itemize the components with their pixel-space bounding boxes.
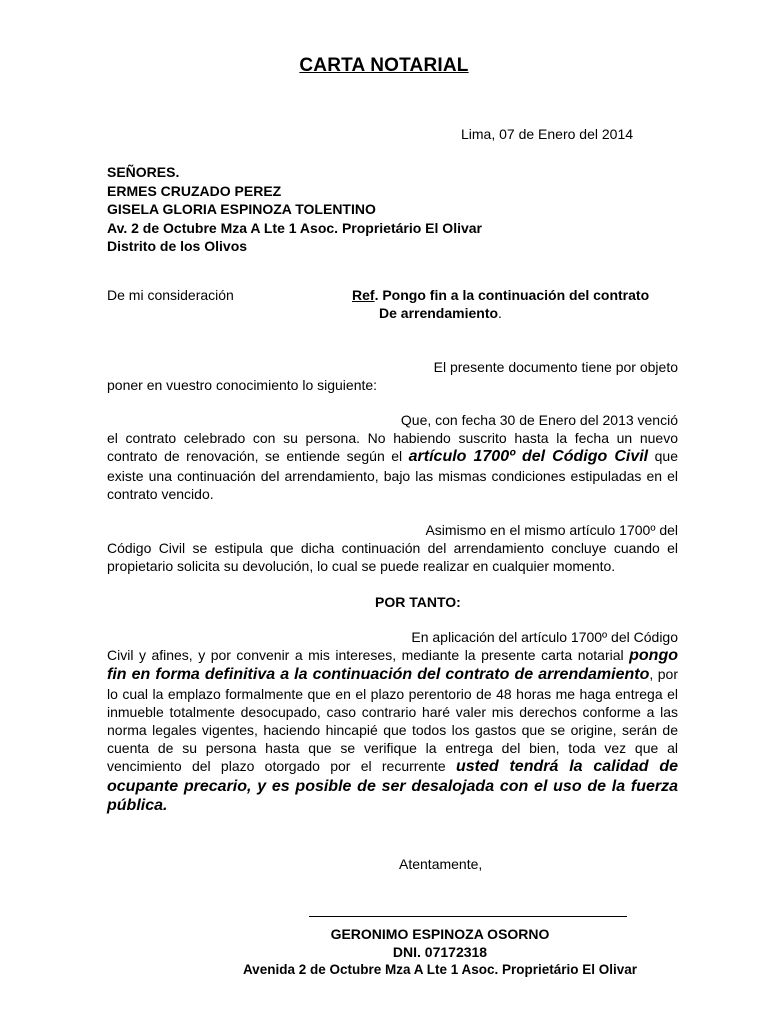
signature-line (309, 916, 627, 917)
paragraph-1-first-line: El presente documento tiene por objeto (433, 359, 678, 375)
reference-text-2: De arrendamiento (379, 304, 499, 321)
paragraph-3-body: Código Civil se estipula que dicha continuación del arrendamiento concluye cuando el propietario solicita su devolución, lo cual se puede realizar en cualquier momento. (107, 540, 678, 575)
addressee-block (107, 163, 482, 256)
por-tanto-heading: POR TANTO: (375, 594, 461, 610)
paragraph-4-body-b: , por lo cual la emplazo formalmente que en el plazo perentorio de 48 horas me haga entrega el inmueble totalmente desocupado, caso contrario haré valer mis derechos conforme a las norma legales vigentes, haciendo hincapié que todos los gastos que se origine, serán de cuenta de su persona hasta que se verifique la entrega del bien, toda vez que al vencimiento del plazo otorgado por el recurrente (107, 666, 678, 775)
addressee-name-2: GISELA GLORIA ESPINOZA TOLENTINO (107, 201, 376, 217)
letter-date: Lima, 07 de Enero del 2014 (461, 126, 634, 142)
paragraph-2-body-a: el contrato celebrado con su persona. No habiendo suscrito hasta la fecha un nuevo contrato de renovación, se entiende según el (107, 430, 678, 465)
greeting: De mi consideración (107, 287, 234, 303)
paragraph-2 (107, 411, 678, 503)
paragraph-1 (107, 358, 678, 394)
reference-line-2 (352, 305, 649, 323)
paragraph-4 (107, 628, 678, 815)
paragraph-2-emphasis: artículo 1700º del Código Civil (408, 448, 649, 466)
paragraph-1-body: poner en vuestro conocimiento lo siguiente: (107, 377, 378, 394)
reference-text-2-end: . (498, 304, 502, 321)
closing: Atentamente, (399, 856, 483, 872)
paragraph-2-first-line: Que, con fecha 30 de Enero del 2013 venció (400, 412, 678, 428)
signer-name: GERONIMO ESPINOZA OSORNO (330, 926, 550, 942)
paragraph-4-body-a: Civil y afines, y por convenir a mis intereses, mediante la presente carta notarial (107, 647, 630, 664)
addressee-name-1: ERMES CRUZADO PEREZ (107, 182, 282, 199)
document-title: CARTA NOTARIAL (299, 55, 469, 76)
reference-line-1 (352, 287, 649, 305)
reference-key: Ref (352, 287, 375, 303)
paragraph-4-emphasis-1: pongo fin en forma definitiva a la continuación del contrato de arrendamiento (107, 647, 678, 684)
signer-address: Avenida 2 de Octubre Mza A Lte 1 Asoc. Proprietário El Olivar (242, 962, 638, 977)
addressee-district: Distrito de los Olivos (107, 238, 248, 254)
paragraph-4-emphasis-2: usted tendrá la calidad de ocupante precario, y es posible de ser desalojada con el uso de la fuerza pública. (107, 758, 678, 814)
paragraph-4-first-line: En aplicación del artículo 1700º del Código (411, 629, 678, 645)
reference-text-1: . Pongo fin a la continuación del contrato (374, 287, 650, 303)
reference-block (352, 287, 649, 322)
paragraph-3 (107, 521, 678, 576)
addressee-salutation: SEÑORES. (107, 164, 180, 180)
paragraph-3-first-line: Asimismo en el mismo artículo 1700º del (425, 522, 678, 538)
addressee-address: Av. 2 de Octubre Mza A Lte 1 Asoc. Proprietário El Olivar (107, 219, 482, 236)
signer-block (150, 926, 730, 979)
paragraph-2-body-b: que existe una continuación del arrendamiento, bajo las mismas condiciones estipuladas en el contrato vencido. (107, 448, 678, 502)
signer-dni: DNI. 07172318 (392, 943, 488, 960)
